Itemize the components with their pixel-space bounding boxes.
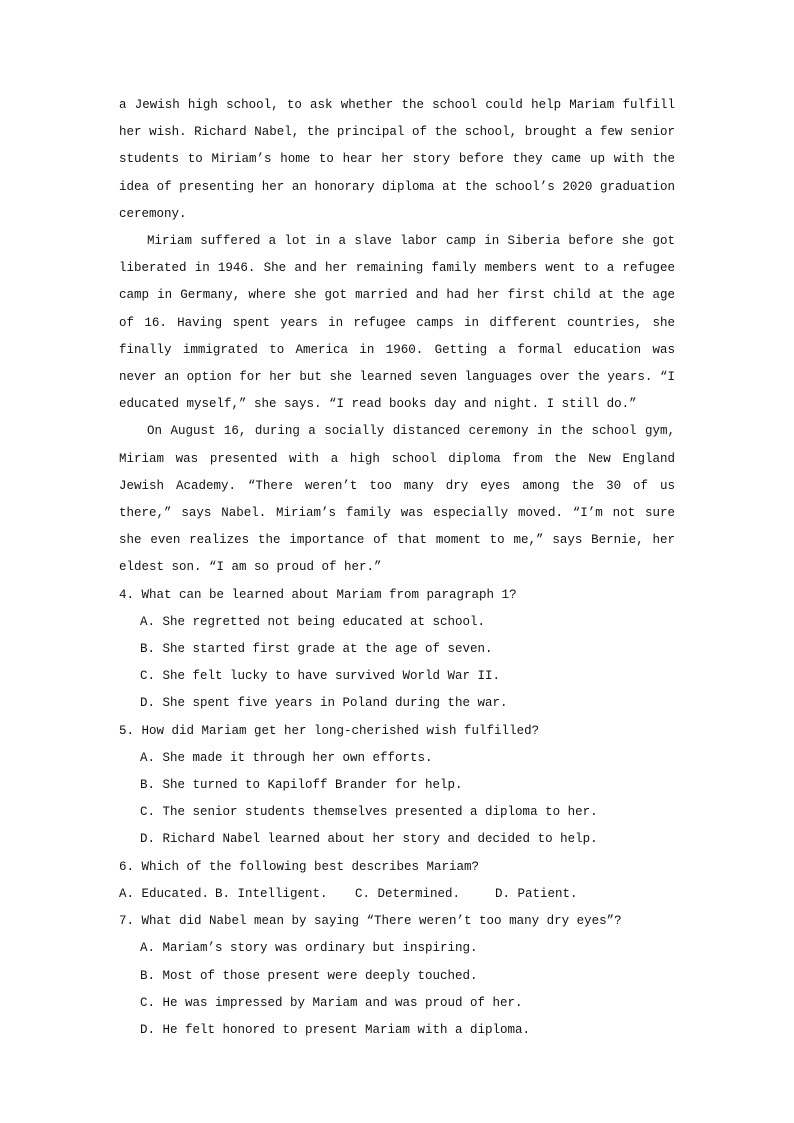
option-d: D. Richard Nabel learned about her story and decided to help. [140, 832, 598, 847]
passage-paragraph-ceremony: On August 16, during a socially distanced ceremony in the school gym, Miriam was presented with a high school diploma from the New England Jewish Academy. “There weren’t too many dry eyes among the 30 of us there,” says Nabel. Miriam’s family was especially moved. “I’m not sure she even realizes the importance of that moment to me,” says Bernie, her eldest son. “I am so proud of her.” [119, 424, 675, 575]
question-stem: 6. Which of the following best describes Mariam? [119, 859, 480, 874]
option-a: A. Mariam’s story was ordinary but inspiring. [140, 941, 478, 956]
question-stem: 4. What can be learned about Mariam from paragraph 1? [119, 587, 517, 602]
option-b: B. Most of those present were deeply touched. [140, 968, 478, 983]
option-a: A. She made it through her own efforts. [140, 750, 433, 765]
passage-paragraph-siberia: Miriam suffered a lot in a slave labor camp in Siberia before she got liberated in 1946. She and her remaining family members went to a refugee camp in Germany, where she got married and had her first child at the age of 16. Having spent years in refugee camps in different countries, she finally immigrated to America in 1960. Getting a formal education was never an option for her but she learned seven languages over the years. “I educated myself,” she says. “I read books day and night. I still do.” [119, 234, 675, 412]
question-4 [119, 582, 675, 718]
question-6 [119, 854, 675, 908]
option-c: C. He was impressed by Mariam and was proud of her. [140, 995, 523, 1010]
passage-paragraph-continuation: a Jewish high school, to ask whether the school could help Mariam fulfill her wish. Richard Nabel, the principal of the school, brought a few senior students to Miriam’s home to hear her story before they came up with the idea of presenting her an honorary diploma at the school’s 2020 graduation ceremony. [119, 98, 675, 221]
question-7 [119, 908, 675, 1044]
option-b: B. Intelligent. [215, 886, 328, 901]
option-d: D. Patient. [495, 886, 578, 901]
option-c: C. She felt lucky to have survived World War II. [140, 669, 501, 684]
options-row [119, 881, 675, 908]
option-b: B. She turned to Kapiloff Brander for help. [140, 778, 463, 793]
option-a: A. Educated. [119, 886, 210, 901]
option-c: C. Determined. [355, 886, 461, 901]
question-stem: 5. How did Mariam get her long-cherished wish fulfilled? [119, 723, 540, 738]
option-d: D. He felt honored to present Mariam with a diploma. [140, 1022, 531, 1037]
option-d: D. She spent five years in Poland during the war. [140, 696, 508, 711]
option-b: B. She started first grade at the age of seven. [140, 642, 493, 657]
document-page [119, 92, 675, 1044]
question-5 [119, 718, 675, 854]
question-stem: 7. What did Nabel mean by saying “There weren’t too many dry eyes”? [119, 914, 622, 929]
option-c: C. The senior students themselves presented a diploma to her. [140, 805, 598, 820]
option-a: A. She regretted not being educated at school. [140, 614, 486, 629]
